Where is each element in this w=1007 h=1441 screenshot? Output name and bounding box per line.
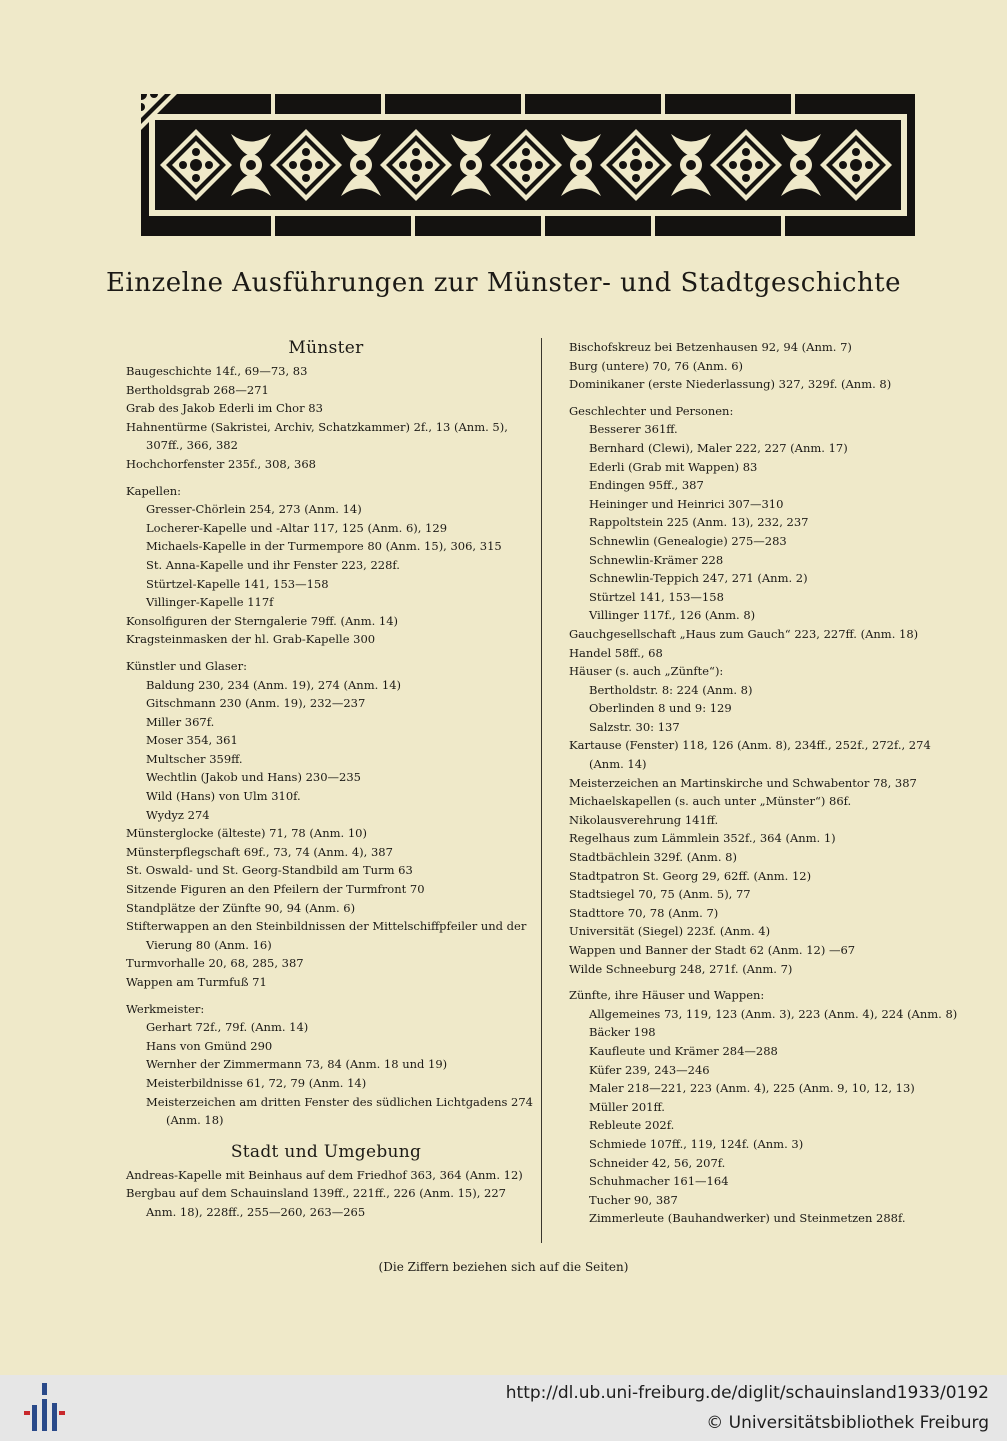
index-entry: Wild (Hans) von Ulm 310f. [146, 789, 301, 804]
index-entry: Wilde Schneeburg 248, 271f. (Anm. 7) [569, 961, 793, 976]
index-entry: Stadtsiegel 70, 75 (Anm. 5), 77 [569, 887, 751, 902]
index-entry: Stadttore 70, 78 (Anm. 7) [569, 905, 719, 920]
index-entry: Burg (untere) 70, 76 (Anm. 6) [569, 358, 743, 373]
index-entry: Küfer 239, 243—246 [589, 1062, 710, 1077]
page-title: Einzelne Ausführungen zur Münster- und Stadtgeschichte [105, 268, 902, 298]
index-entry: Stürtzel 141, 153—158 [589, 589, 724, 604]
index-entry: Locherer-Kapelle und -Altar 117, 125 (Anm. 6), 129 [146, 520, 448, 535]
index-entry: Hans von Gmünd 290 [146, 1038, 273, 1053]
index-entry: Wernher der Zimmermann 73, 84 (Anm. 18 und 19) [146, 1057, 448, 1072]
munster-entries [126, 362, 533, 1130]
index-entry: Allgemeines 73, 119, 123 (Anm. 3), 223 (Anm. 4), 224 (Anm. 8) [589, 1006, 958, 1021]
index-entry: Turmvorhalle 20, 68, 285, 387 [126, 956, 304, 971]
index-entry: (Anm. 18) [166, 1113, 224, 1128]
index-entry: Kragsteinmasken der hl. Grab-Kapelle 300 [126, 632, 376, 647]
index-entry: Gitschmann 230 (Anm. 19), 232—237 [146, 696, 366, 711]
index-entry: Kartause (Fenster) 118, 126 (Anm. 8), 234ff., 252f., 272f., 274 [569, 738, 931, 753]
index-entry: Gauchgesellschaft „Haus zum Gauch“ 223, 227ff. (Anm. 18) [569, 626, 919, 641]
permalink-url[interactable]: http://dl.ub.uni-freiburg.de/diglit/schauinsland1933/0192 [505, 1383, 989, 1403]
index-entry: Stadtpatron St. Georg 29, 62ff. (Anm. 12) [569, 868, 812, 883]
index-entry: Baugeschichte 14f., 69—73, 83 [126, 364, 308, 378]
index-entry: Stürtzel-Kapelle 141, 153—158 [146, 576, 329, 591]
index-entry: Michaels-Kapelle in der Turmempore 80 (Anm. 15), 306, 315 [146, 539, 502, 554]
left-column [126, 338, 533, 1222]
index-entry: Münsterglocke (älteste) 71, 78 (Anm. 10) [126, 826, 367, 841]
index-entry: Wydyz 274 [146, 807, 210, 822]
index-entry: Kapellen: [126, 483, 182, 498]
library-logo-icon [22, 1381, 66, 1435]
index-entry: Konsolfiguren der Sterngalerie 79ff. (Anm. 14) [126, 613, 399, 628]
index-entry: Schnewlin-Teppich 247, 271 (Anm. 2) [589, 571, 808, 586]
index-entry: Multscher 359ff. [146, 751, 243, 766]
index-entry: Wappen am Turmfuß 71 [126, 975, 267, 989]
index-entry: Müller 201ff. [589, 1099, 665, 1114]
index-entry: Grab des Jakob Ederli im Chor 83 [126, 401, 323, 416]
right-entries [569, 338, 969, 1228]
index-entry: Bischofskreuz bei Betzenhausen 92, 94 (Anm. 7) [569, 340, 852, 354]
index-entry: Andreas-Kapelle mit Beinhaus auf dem Friedhof 363, 364 (Anm. 12) [126, 1167, 523, 1182]
index-entry: Wappen und Banner der Stadt 62 (Anm. 12) —67 [569, 943, 856, 957]
index-entry: Bertholdstr. 8: 224 (Anm. 8) [589, 682, 753, 697]
index-entry: Vierung 80 (Anm. 16) [146, 937, 272, 952]
index-entry: Bertholdsgrab 268—271 [126, 382, 269, 397]
index-entry: Meisterzeichen am dritten Fenster des südlichen Lichtgadens 274 [146, 1094, 533, 1109]
section-title-munster: Münster [288, 338, 364, 358]
index-entry: Meisterbildnisse 61, 72, 79 (Anm. 14) [146, 1075, 367, 1090]
index-entry: Kaufleute und Krämer 284—288 [589, 1043, 778, 1058]
column-divider [541, 338, 542, 1243]
index-entry: Besserer 361ff. [589, 422, 678, 437]
index-entry: Endingen 95ff., 387 [589, 478, 704, 493]
index-entry: Michaelskapellen (s. auch unter „Münster“) 86f. [569, 794, 852, 809]
index-entry: Dominikaner (erste Niederlassung) 327, 329f. (Anm. 8) [569, 377, 892, 392]
index-entry: Bernhard (Clewi), Maler 222, 227 (Anm. 17) [589, 440, 848, 455]
index-entry: Schnewlin (Genealogie) 275—283 [589, 533, 787, 548]
index-entry: Nikolausverehrung 141ff. [569, 812, 719, 827]
index-entry: Schuhmacher 161—164 [589, 1174, 729, 1189]
index-entry: Zimmerleute (Bauhandwerker) und Steinmetzen 288f. [589, 1211, 906, 1226]
index-entry: Anm. 18), 228ff., 255—260, 263—265 [146, 1204, 366, 1219]
index-entry: St. Oswald- und St. Georg-Standbild am Turm 63 [126, 863, 413, 878]
index-entry: Schmiede 107ff., 119, 124f. (Anm. 3) [589, 1136, 804, 1151]
index-entry: Werkmeister: [126, 1001, 205, 1016]
index-entry: Salzstr. 30: 137 [589, 719, 680, 734]
index-entry: Handel 58ff., 68 [569, 645, 663, 660]
index-entry: Oberlinden 8 und 9: 129 [589, 701, 732, 716]
footnote: (Die Ziffern beziehen sich auf die Seiten) [378, 1260, 629, 1274]
index-entry: Rappoltstein 225 (Anm. 13), 232, 237 [589, 515, 809, 530]
index-entry: Ederli (Grab mit Wappen) 83 [589, 459, 758, 474]
section-title-stadt: Stadt und Umgebung [230, 1141, 422, 1162]
index-entry: Tucher 90, 387 [589, 1192, 678, 1207]
index-entry: Hochchorfenster 235f., 308, 368 [126, 456, 316, 471]
index-entry: St. Anna-Kapelle und ihr Fenster 223, 228f. [146, 557, 400, 572]
stadt-entries [126, 1166, 526, 1222]
index-entry: 307ff., 366, 382 [146, 438, 238, 453]
index-entry: Standplätze der Zünfte 90, 94 (Anm. 6) [126, 900, 356, 915]
index-entry: Baldung 230, 234 (Anm. 19), 274 (Anm. 14) [146, 677, 402, 692]
index-entry: Künstler und Glaser: [126, 658, 247, 673]
index-entry: Stifterwappen an den Steinbildnissen der Mittelschiffpfeiler und der [126, 919, 527, 934]
index-entry: Gerhart 72f., 79f. (Anm. 14) [146, 1020, 309, 1035]
ornamental-border-image [141, 94, 915, 236]
index-entry: Villinger-Kapelle 117f [146, 595, 274, 610]
index-entry: Gresser-Chörlein 254, 273 (Anm. 14) [146, 502, 362, 517]
index-entry: Schneider 42, 56, 207f. [589, 1155, 726, 1170]
index-entry: Universität (Siegel) 223f. (Anm. 4) [569, 924, 771, 939]
index-entry: Wechtlin (Jakob und Hans) 230—235 [146, 770, 362, 785]
index-entry: Miller 367f. [146, 714, 215, 729]
right-column [569, 338, 969, 1228]
index-entry: Villinger 117f., 126 (Anm. 8) [589, 608, 756, 623]
index-entry: Bäcker 198 [589, 1025, 656, 1040]
index-entry: Sitzende Figuren an den Pfeilern der Turmfront 70 [126, 882, 425, 897]
index-entry: Schnewlin-Krämer 228 [589, 552, 724, 567]
index-entry: Häuser (s. auch „Zünfte“): [569, 664, 724, 679]
index-entry: Maler 218—221, 223 (Anm. 4), 225 (Anm. 9, 10, 12, 13) [589, 1081, 915, 1096]
index-entry: (Anm. 14) [589, 757, 647, 772]
index-entry: Stadtbächlein 329f. (Anm. 8) [569, 850, 737, 865]
index-entry: Zünfte, ihre Häuser und Wappen: [569, 988, 765, 1003]
index-entry: Münsterpflegschaft 69f., 73, 74 (Anm. 4), 387 [126, 844, 393, 859]
index-entry: Rebleute 202f. [589, 1118, 675, 1133]
index-entry: Geschlechter und Personen: [569, 403, 734, 418]
index-entry: Meisterzeichen an Martinskirche und Schwabentor 78, 387 [569, 775, 917, 790]
index-entry: Regelhaus zum Lämmlein 352f., 364 (Anm. 1) [569, 831, 836, 846]
index-entry: Moser 354, 361 [146, 733, 238, 748]
library-footer-bar [0, 1375, 1007, 1441]
index-entry: Bergbau auf dem Schauinsland 139ff., 221ff., 226 (Anm. 15), 227 [126, 1186, 506, 1201]
index-entry: Heininger und Heinrici 307—310 [589, 496, 784, 511]
index-entry: Hahnentürme (Sakristei, Archiv, Schatzkammer) 2f., 13 (Anm. 5), [126, 419, 508, 434]
copyright-notice: © Universitätsbibliothek Freiburg [706, 1413, 989, 1433]
